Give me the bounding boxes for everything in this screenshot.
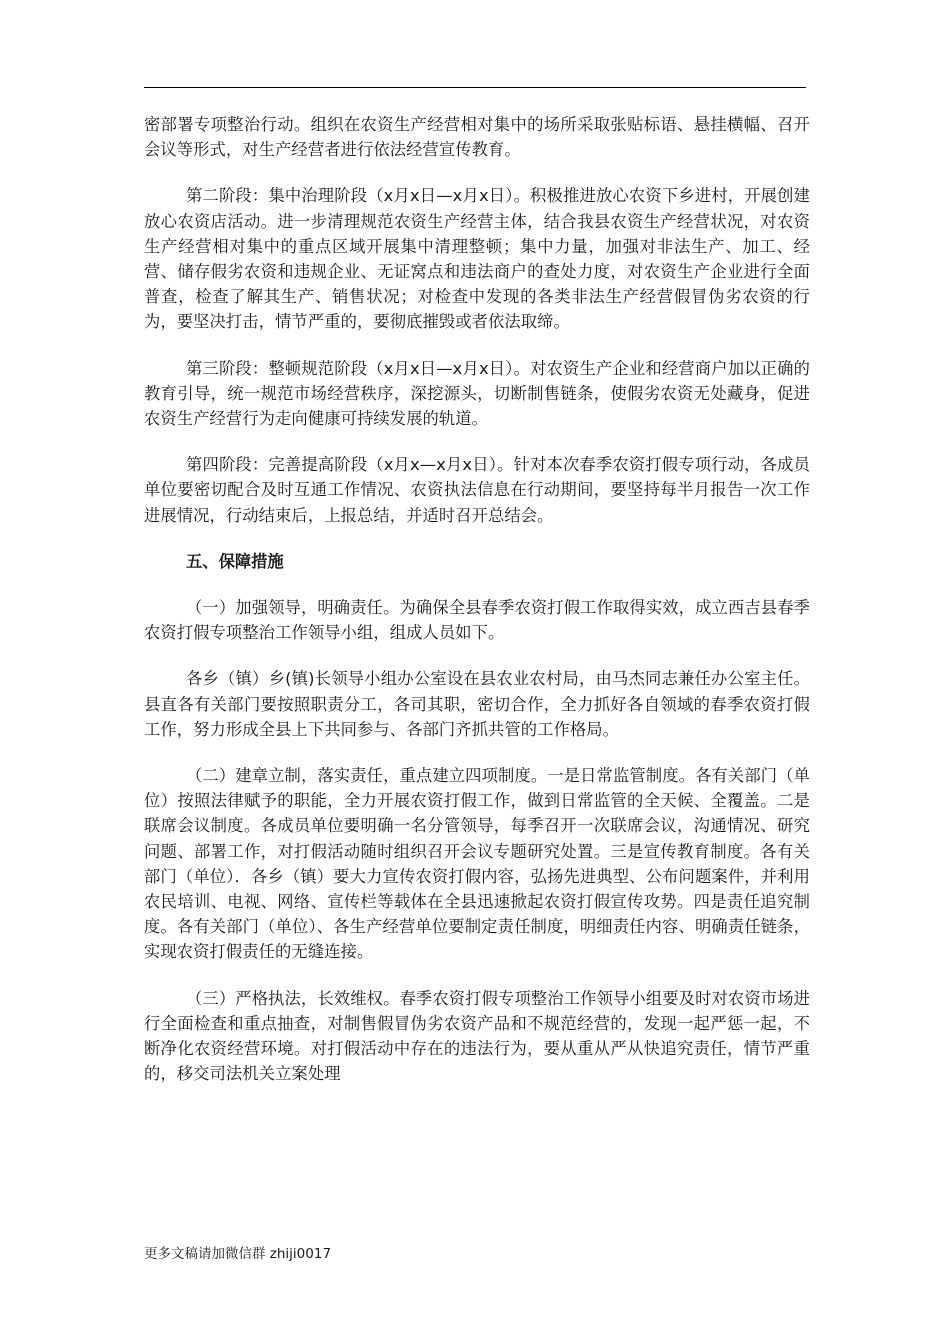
paragraph-measure-three: （三）严格执法，长效维权。春季农资打假专项整治工作领导小组要及时对农资市场进行全面检查和重点抽查，对制售假冒伪劣农资产品和不规范经营的，发现一起严惩一起，不断净化农资经营环境。对打假活动中存在的违法行为，要从重从严从快追究责任，情节严重的，移交司法机关立案处理 — [144, 988, 810, 1084]
paragraph-stage-two: 第二阶段：集中治理阶段（x月x日—x月x日）。积极推进放心农资下乡进村，开展创建放心农资店活动。进一步清理规范农资生产经营主体，结合我县农资生产经营状况，对农资生产经营相对集中的重点区域开展集中清理整顿；集中力量，加强对非法生产、加工、经营、储存假劣农资和违规企业、无证窝点和违法商户的查处力度，对农资生产企业进行全面普查，检查了解其生产、销售状况；对检查中发现的各类非法生产经营假冒伪劣农资的行为，要坚决打击，情节严重的，要彻底摧毁或者依法取缔。 — [144, 186, 810, 332]
paragraph-continuation: 密部署专项整治行动。组织在农资生产经营相对集中的场所采取张贴标语、悬挂横幅、召开会议等形式，对生产经营者进行依法经营宣传教育。 — [144, 115, 810, 160]
paragraph-stage-four: 第四阶段：完善提高阶段（x月x—x月x日）。针对本次春季农资打假专项行动，各成员单位要密切配合及时互通工作情况、农资执法信息在行动期间，要坚持每半月报告一次工作进展情况，行动结束后，上报总结，并适时召开总结会。 — [144, 455, 810, 525]
paragraph-measure-one: （一）加强领导，明确责任。为确保全县春季农资打假工作取得实效，成立西吉县春季农资打假专项整治工作领导小组，组成人员如下。 — [144, 598, 810, 643]
document-body — [144, 112, 810, 1087]
section-heading-safeguards: 五、保障措施 — [186, 551, 284, 571]
header-rule — [144, 87, 806, 88]
page-footer: 更多文稿请加微信群 zhiji0017 — [144, 1246, 332, 1262]
paragraph-office: 各乡（镇）乡(镇)长领导小组办公室设在县农业农村局，由马杰同志兼任办公室主任。县直各有关部门要按照职责分工，各司其职，密切合作，全力抓好各自领域的春季农资打假工作，努力形成全县上下共同参与、各部门齐抓共管的工作格局。 — [144, 669, 810, 739]
paragraph-stage-three: 第三阶段：整顿规范阶段（x月x日—x月x日）。对农资生产企业和经营商户加以正确的教育引导，统一规范市场经营秩序，深挖源头，切断制售链条，使假劣农资无处藏身，促进农资生产经营行为走向健康可持续发展的轨道。 — [144, 358, 810, 429]
paragraph-measure-two: （二）建章立制，落实责任，重点建立四项制度。一是日常监管制度。各有关部门（单位）按照法律赋予的职能，全力开展农资打假工作，做到日常监管的全天候、全覆盖。二是联席会议制度。各成员单位要明确一名分管领导，每季召开一次联席会议，沟通情况、研究问题、部署工作，对打假活动随时组织召开会议专题研究处置。三是宣传教育制度。各有关部门（单位）．各乡（镇）要大力宣传农资打假内容，弘扬先进典型、公布问题案件，并利用农民培训、电视、网络、宣传栏等载体在全县迅速掀起农资打假宣传攻势。四是责任追究制度。各有关部门（单位）、各生产经营单位要制定责任制度，明细责任内容、明确责任链条，实现农资打假责任的无缝连接。 — [144, 766, 810, 962]
